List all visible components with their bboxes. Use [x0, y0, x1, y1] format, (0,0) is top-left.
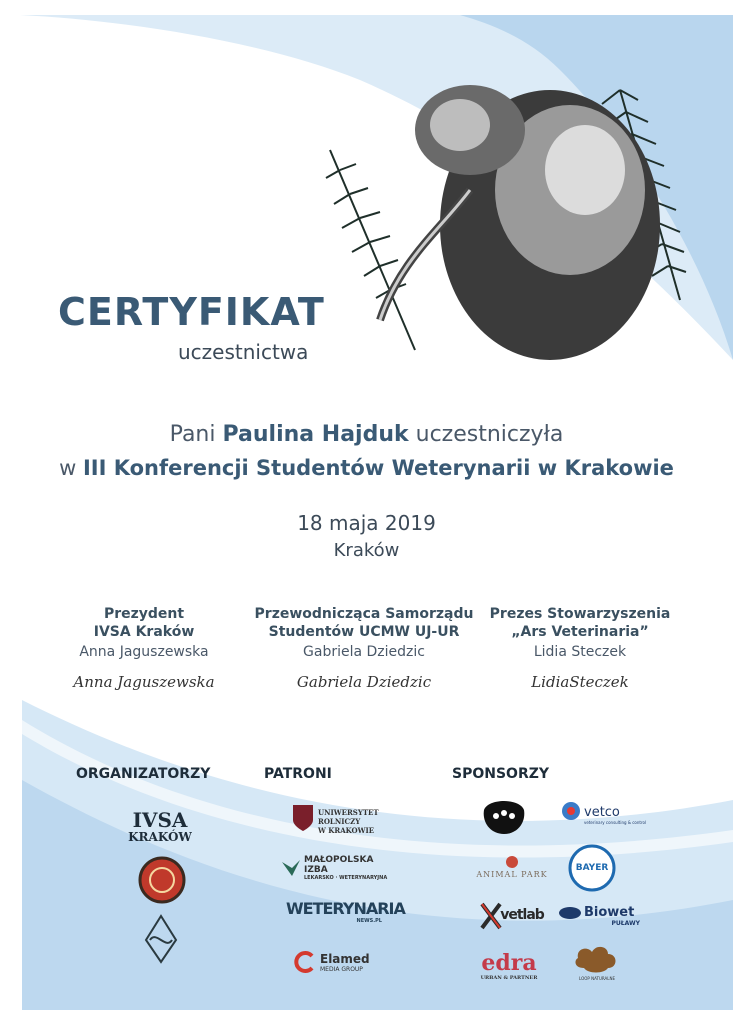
biowet-icon	[558, 906, 582, 920]
organizers-heading: ORGANIZATORZY	[76, 766, 211, 782]
animal-park-text: ANIMAL PARK	[476, 870, 548, 879]
university-line1: UNIWERSYTET	[318, 807, 379, 817]
signatory-ivsa	[24, 605, 264, 691]
vetlab-text: vetlab	[500, 907, 544, 923]
salutation: Pani	[169, 422, 216, 447]
handwritten-signature: Gabriela Dziedzic	[296, 673, 432, 691]
handwritten-signature: LidiaSteczek	[531, 673, 629, 691]
signatory-ars	[460, 605, 700, 691]
sponsors-heading: SPONSORZY	[452, 766, 550, 782]
vetco-icon	[560, 800, 582, 822]
weterynaria-text: WETERYNARIA	[286, 899, 405, 918]
event-preposition: w	[59, 456, 77, 480]
signatory-role: Prezes Stowarzyszenia	[489, 606, 671, 622]
ivsa-krakow-logo	[110, 808, 210, 846]
event-line	[0, 456, 733, 480]
bayer-logo-text: BAYER	[575, 863, 609, 873]
signatory-name: Lidia Steczek	[533, 644, 627, 660]
ars-veterinaria-icon	[144, 914, 178, 964]
elamed-logo	[320, 952, 380, 974]
edra-text: edra	[481, 950, 537, 976]
signatory-role: Prezydent	[103, 606, 185, 622]
kidney-fern-illustration	[320, 70, 710, 370]
signatory-org: Studentów UCMW UJ-UR	[268, 624, 460, 640]
animal-park-icon	[505, 855, 519, 869]
handwritten-signature: Anna Jaguszewska	[73, 673, 215, 691]
vetco-logo	[584, 804, 647, 828]
ivsa-logo-text: IVSA	[132, 808, 188, 832]
certificate-title: CERTYFIKAT	[58, 290, 325, 334]
edra-sub: URBAN & PARTNER	[480, 975, 538, 981]
loop-logo-text: LOOP NATURALNE	[579, 975, 615, 981]
signatory-org: „Ars Veterinaria”	[511, 624, 649, 640]
elamed-icon	[292, 950, 316, 974]
event-date: 18 maja 2019	[297, 511, 436, 535]
weterynaria-news-logo	[286, 899, 405, 924]
signatory-org: IVSA Kraków	[93, 624, 195, 640]
edra-logo	[478, 950, 540, 984]
certificate-subtitle: uczestnictwa	[178, 340, 309, 364]
university-line3: W KRAKOWIE	[318, 825, 375, 835]
event-name: III Konferencji Studentów Weterynarii w Krakowie	[82, 456, 674, 480]
biowet-text: Biowet	[584, 904, 635, 920]
university-line2: ROLNICZY	[318, 816, 361, 826]
paw-logo-icon	[480, 796, 528, 838]
signatory-name: Gabriela Dziedzic	[303, 644, 425, 660]
malopolska-line2: LEKARSKO · WETERYNARYJNA	[304, 874, 388, 881]
vetco-tagline: veterinary consulting & control	[584, 820, 647, 825]
participation-verb: uczestniczyła	[415, 422, 564, 447]
organizer-seal-icon	[138, 856, 186, 904]
event-city: Kraków	[333, 540, 400, 561]
animal-park-logo	[472, 852, 552, 884]
vetco-text: vetco	[584, 805, 620, 820]
malopolska-izba-logo	[304, 854, 388, 881]
malopolska-line1: MAŁOPOLSKA IZBA	[304, 854, 374, 875]
biowet-logo	[584, 904, 640, 928]
university-logo	[318, 806, 388, 836]
elamed-sub: MEDIA GROUP	[320, 966, 363, 973]
participant-line	[0, 422, 733, 447]
signatory-role: Przewodnicząca Samorządu	[254, 606, 474, 622]
elamed-text: Elamed	[320, 952, 370, 966]
ivsa-logo-city: KRAKÓW	[128, 830, 192, 844]
weterynaria-domain: NEWS.PL	[356, 918, 382, 924]
signatory-samorzad	[244, 605, 484, 691]
loop-logo-icon	[574, 944, 620, 974]
university-crest-icon	[292, 804, 314, 832]
malopolska-bird-icon	[280, 858, 302, 878]
participant-name: Paulina Hajduk	[222, 422, 409, 447]
vetlab-x-icon	[480, 902, 502, 930]
signatory-name: Anna Jaguszewska	[79, 644, 209, 660]
biowet-sub: PUŁAWY	[611, 919, 640, 927]
patrons-heading: PATRONI	[264, 766, 332, 782]
